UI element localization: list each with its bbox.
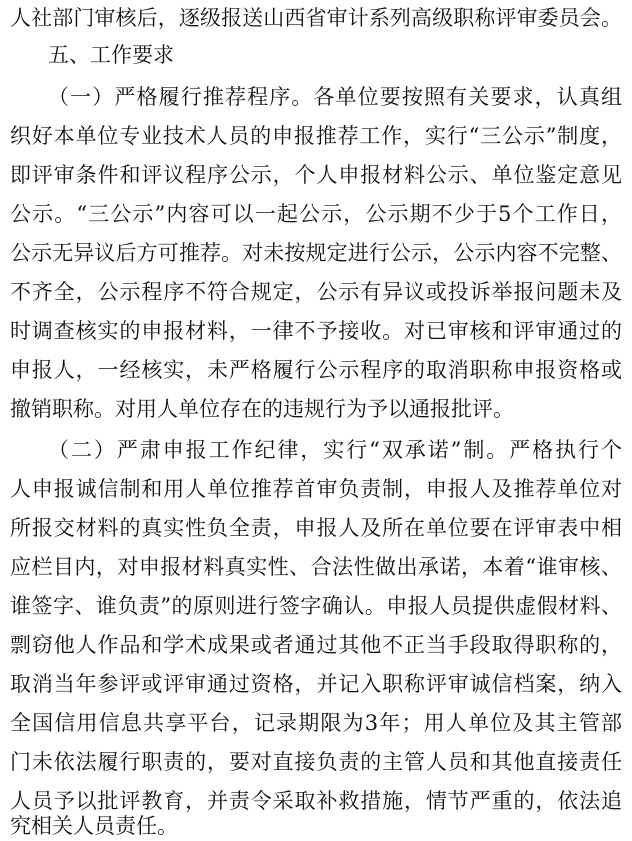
- paragraph-1-line-3: 即评审条件和评议程序公示，个人申报材料公示、单位鉴定意见: [10, 163, 622, 187]
- section-heading: 五、工作要求: [48, 43, 174, 67]
- paragraph-1-line-2: 织好本单位专业技术人员的申报推荐工作，实行“三公示”制度，: [10, 124, 622, 148]
- paragraph-2-line-9: 门未依法履行职责的，要对直接负责的主管人员和其他直接责任: [10, 750, 622, 774]
- paragraph-2-line-11: 究相关人员责任。: [10, 814, 178, 838]
- paragraph-1-line-1: （一）严格履行推荐程序。各单位要按照有关要求，认真组: [48, 85, 622, 109]
- paragraph-1-line-8: 申报人，一经核实，未严格履行公示程序的取消职称申报资格或: [10, 358, 622, 382]
- paragraph-2-line-3: 所报交材料的真实性负全责，申报人及所在单位要在评审表中相: [10, 516, 622, 540]
- paragraph-2-line-6: 剽窃他人作品和学术成果或者通过其他不正当手段取得职称的，: [10, 633, 622, 657]
- paragraph-2-line-5: 谁签字、谁负责”的原则进行签字确认。申报人员提供虚假材料、: [10, 594, 622, 618]
- paragraph-2-line-7: 取消当年参评或评审通过资格，并记入职称评审诚信档案，纳入: [10, 672, 622, 696]
- paragraph-1-line-9: 撤销职称。对用人单位存在的违规行为予以通报批评。: [10, 397, 514, 421]
- paragraph-1-line-7: 时调查核实的申报材料，一律不予接收。对已审核和评审通过的: [10, 319, 622, 343]
- paragraph-0-line-1: 人社部门审核后，逐级报送山西省审计系列高级职称评审委员会。: [10, 6, 622, 30]
- paragraph-2-line-2: 人申报诚信制和用人单位推荐首审负责制，申报人及推荐单位对: [10, 477, 622, 501]
- paragraph-2-line-4: 应栏目内，对申报材料真实性、合法性做出承诺，本着“谁审核、: [10, 555, 622, 579]
- paragraph-1-line-5: 公示无异议后方可推荐。对未按规定进行公示，公示内容不完整、: [10, 241, 622, 265]
- paragraph-1-line-4: 公示。“三公示”内容可以一起公示，公示期不少于5个工作日，: [10, 202, 622, 226]
- paragraph-2-line-1: （二）严肃申报工作纪律，实行“双承诺”制。严格执行个: [48, 438, 622, 462]
- paragraph-2-line-10: 人员予以批评教育，并责令采取补救措施，情节严重的，依法追: [10, 789, 622, 813]
- paragraph-2-line-8: 全国信用信息共享平台，记录期限为3年；用人单位及其主管部: [10, 711, 622, 735]
- paragraph-1-line-6: 不齐全，公示程序不符合规定，公示有异议或投诉举报问题未及: [10, 280, 622, 304]
